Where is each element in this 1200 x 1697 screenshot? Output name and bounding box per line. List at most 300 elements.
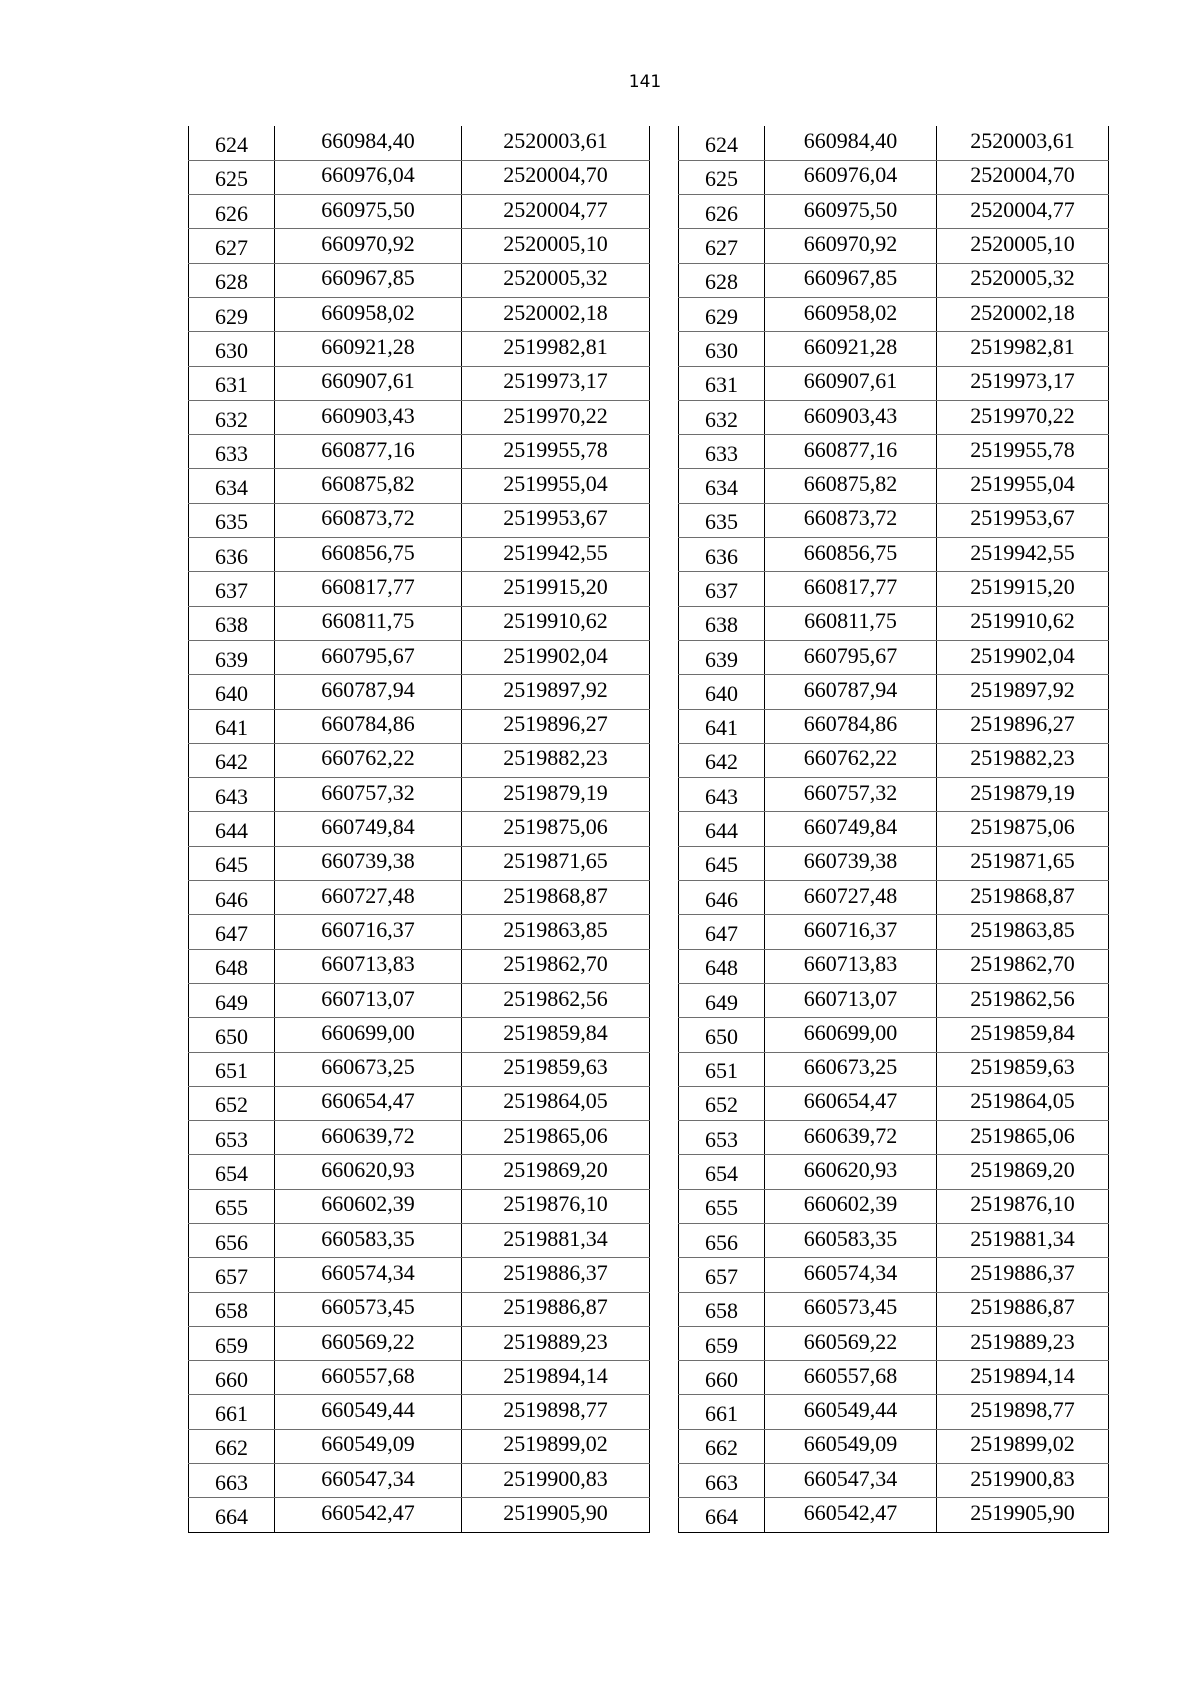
point-number-cell: 630 xyxy=(679,332,765,366)
y-coordinate-cell: 2519862,56 xyxy=(937,983,1109,1017)
x-coordinate-cell: 660699,00 xyxy=(275,1018,462,1052)
x-coordinate-cell: 660984,40 xyxy=(765,126,937,160)
point-number-cell: 661 xyxy=(189,1395,275,1429)
y-coordinate-cell: 2519942,55 xyxy=(937,538,1109,572)
y-coordinate-cell: 2519859,84 xyxy=(462,1018,650,1052)
point-number-cell: 655 xyxy=(679,1189,765,1223)
point-number-cell: 639 xyxy=(679,640,765,674)
table-row xyxy=(679,160,1109,194)
table-row xyxy=(189,846,650,880)
point-number-cell: 662 xyxy=(189,1429,275,1463)
x-coordinate-cell: 660749,84 xyxy=(275,812,462,846)
x-coordinate-cell: 660547,34 xyxy=(765,1464,937,1498)
y-coordinate-cell: 2519869,20 xyxy=(937,1155,1109,1189)
table-row xyxy=(189,263,650,297)
y-coordinate-cell: 2519882,23 xyxy=(937,743,1109,777)
x-coordinate-cell: 660970,92 xyxy=(275,229,462,263)
x-coordinate-cell: 660557,68 xyxy=(275,1361,462,1395)
point-number-cell: 626 xyxy=(679,195,765,229)
x-coordinate-cell: 660967,85 xyxy=(765,263,937,297)
point-number-cell: 655 xyxy=(189,1189,275,1223)
y-coordinate-cell: 2519862,70 xyxy=(937,949,1109,983)
y-coordinate-cell: 2519876,10 xyxy=(462,1189,650,1223)
table-row xyxy=(679,435,1109,469)
table-row xyxy=(679,538,1109,572)
x-coordinate-cell: 660713,07 xyxy=(275,983,462,1017)
point-number-cell: 660 xyxy=(679,1361,765,1395)
point-number-cell: 642 xyxy=(679,743,765,777)
table-row xyxy=(679,1429,1109,1463)
y-coordinate-cell: 2519898,77 xyxy=(937,1395,1109,1429)
table-row xyxy=(679,846,1109,880)
point-number-cell: 631 xyxy=(679,366,765,400)
table-row xyxy=(679,1052,1109,1086)
table-row xyxy=(189,400,650,434)
point-number-cell: 624 xyxy=(679,126,765,160)
table-row xyxy=(679,1498,1109,1532)
x-coordinate-cell: 660673,25 xyxy=(765,1052,937,1086)
y-coordinate-cell: 2520005,32 xyxy=(937,263,1109,297)
y-coordinate-cell: 2519868,87 xyxy=(937,881,1109,915)
x-coordinate-cell: 660639,72 xyxy=(765,1121,937,1155)
x-coordinate-cell: 660875,82 xyxy=(275,469,462,503)
table-row xyxy=(679,572,1109,606)
point-number-cell: 637 xyxy=(189,572,275,606)
y-coordinate-cell: 2520002,18 xyxy=(937,297,1109,331)
y-coordinate-cell: 2520005,10 xyxy=(462,229,650,263)
point-number-cell: 625 xyxy=(679,160,765,194)
point-number-cell: 654 xyxy=(679,1155,765,1189)
x-coordinate-cell: 660903,43 xyxy=(275,400,462,434)
y-coordinate-cell: 2519897,92 xyxy=(462,675,650,709)
x-coordinate-cell: 660727,48 xyxy=(275,881,462,915)
point-number-cell: 639 xyxy=(189,640,275,674)
table-row xyxy=(189,1326,650,1360)
x-coordinate-cell: 660557,68 xyxy=(765,1361,937,1395)
point-number-cell: 658 xyxy=(679,1292,765,1326)
table-body-right xyxy=(679,126,1109,1532)
table-row xyxy=(189,640,650,674)
x-coordinate-cell: 660620,93 xyxy=(275,1155,462,1189)
table-row xyxy=(679,1018,1109,1052)
x-coordinate-cell: 660574,34 xyxy=(765,1258,937,1292)
table-row xyxy=(679,400,1109,434)
x-coordinate-cell: 660958,02 xyxy=(275,297,462,331)
x-coordinate-cell: 660542,47 xyxy=(765,1498,937,1532)
y-coordinate-cell: 2519942,55 xyxy=(462,538,650,572)
x-coordinate-cell: 660673,25 xyxy=(275,1052,462,1086)
point-number-cell: 635 xyxy=(679,503,765,537)
point-number-cell: 646 xyxy=(679,881,765,915)
y-coordinate-cell: 2519881,34 xyxy=(937,1224,1109,1258)
x-coordinate-cell: 660976,04 xyxy=(275,160,462,194)
point-number-cell: 650 xyxy=(189,1018,275,1052)
point-number-cell: 640 xyxy=(189,675,275,709)
y-coordinate-cell: 2519896,27 xyxy=(462,709,650,743)
point-number-cell: 643 xyxy=(679,778,765,812)
table-row xyxy=(679,126,1109,160)
x-coordinate-cell: 660757,32 xyxy=(765,778,937,812)
point-number-cell: 648 xyxy=(189,949,275,983)
y-coordinate-cell: 2519868,87 xyxy=(462,881,650,915)
y-coordinate-cell: 2519900,83 xyxy=(937,1464,1109,1498)
table-row xyxy=(189,709,650,743)
point-number-cell: 659 xyxy=(679,1326,765,1360)
y-coordinate-cell: 2519896,27 xyxy=(937,709,1109,743)
y-coordinate-cell: 2519899,02 xyxy=(937,1429,1109,1463)
table-row xyxy=(189,1258,650,1292)
table-row xyxy=(679,812,1109,846)
point-number-cell: 634 xyxy=(679,469,765,503)
point-number-cell: 663 xyxy=(679,1464,765,1498)
x-coordinate-cell: 660970,92 xyxy=(765,229,937,263)
coordinates-table-right xyxy=(678,126,1109,1533)
y-coordinate-cell: 2519955,78 xyxy=(462,435,650,469)
table-row xyxy=(189,195,650,229)
point-number-cell: 629 xyxy=(679,297,765,331)
y-coordinate-cell: 2519915,20 xyxy=(937,572,1109,606)
x-coordinate-cell: 660713,83 xyxy=(765,949,937,983)
table-row xyxy=(189,1429,650,1463)
x-coordinate-cell: 660787,94 xyxy=(275,675,462,709)
y-coordinate-cell: 2519859,63 xyxy=(937,1052,1109,1086)
point-number-cell: 632 xyxy=(189,400,275,434)
table-row xyxy=(679,1258,1109,1292)
point-number-cell: 657 xyxy=(189,1258,275,1292)
table-row xyxy=(679,297,1109,331)
x-coordinate-cell: 660739,38 xyxy=(275,846,462,880)
table-row xyxy=(189,881,650,915)
table-row xyxy=(189,778,650,812)
point-number-cell: 628 xyxy=(189,263,275,297)
table-row xyxy=(679,1395,1109,1429)
x-coordinate-cell: 660795,67 xyxy=(275,640,462,674)
y-coordinate-cell: 2519876,10 xyxy=(937,1189,1109,1223)
table-row xyxy=(189,160,650,194)
y-coordinate-cell: 2519879,19 xyxy=(462,778,650,812)
y-coordinate-cell: 2519982,81 xyxy=(462,332,650,366)
x-coordinate-cell: 660762,22 xyxy=(765,743,937,777)
point-number-cell: 663 xyxy=(189,1464,275,1498)
y-coordinate-cell: 2519886,87 xyxy=(937,1292,1109,1326)
y-coordinate-cell: 2519859,84 xyxy=(937,1018,1109,1052)
table-row xyxy=(189,1464,650,1498)
y-coordinate-cell: 2519894,14 xyxy=(462,1361,650,1395)
table-row xyxy=(679,709,1109,743)
x-coordinate-cell: 660549,09 xyxy=(275,1429,462,1463)
x-coordinate-cell: 660713,83 xyxy=(275,949,462,983)
y-coordinate-cell: 2519897,92 xyxy=(937,675,1109,709)
x-coordinate-cell: 660784,86 xyxy=(275,709,462,743)
y-coordinate-cell: 2519910,62 xyxy=(462,606,650,640)
table-row xyxy=(679,778,1109,812)
table-row xyxy=(189,675,650,709)
table-row xyxy=(679,1155,1109,1189)
point-number-cell: 664 xyxy=(679,1498,765,1532)
table-body-left xyxy=(189,126,650,1532)
y-coordinate-cell: 2519864,05 xyxy=(937,1086,1109,1120)
point-number-cell: 650 xyxy=(679,1018,765,1052)
y-coordinate-cell: 2519982,81 xyxy=(937,332,1109,366)
point-number-cell: 641 xyxy=(679,709,765,743)
table-row xyxy=(189,469,650,503)
y-coordinate-cell: 2520005,10 xyxy=(937,229,1109,263)
x-coordinate-cell: 660984,40 xyxy=(275,126,462,160)
y-coordinate-cell: 2519862,56 xyxy=(462,983,650,1017)
table-row xyxy=(679,881,1109,915)
table-row xyxy=(189,1155,650,1189)
table-row xyxy=(189,1292,650,1326)
point-number-cell: 651 xyxy=(679,1052,765,1086)
y-coordinate-cell: 2519973,17 xyxy=(462,366,650,400)
y-coordinate-cell: 2519970,22 xyxy=(462,400,650,434)
table-row xyxy=(189,743,650,777)
table-row xyxy=(189,1498,650,1532)
y-coordinate-cell: 2519869,20 xyxy=(462,1155,650,1189)
table-row xyxy=(679,1464,1109,1498)
x-coordinate-cell: 660817,77 xyxy=(275,572,462,606)
table-row xyxy=(679,949,1109,983)
table-row xyxy=(189,1361,650,1395)
point-number-cell: 628 xyxy=(679,263,765,297)
point-number-cell: 636 xyxy=(189,538,275,572)
point-number-cell: 653 xyxy=(679,1121,765,1155)
y-coordinate-cell: 2519905,90 xyxy=(462,1498,650,1532)
y-coordinate-cell: 2519905,90 xyxy=(937,1498,1109,1532)
y-coordinate-cell: 2519875,06 xyxy=(462,812,650,846)
point-number-cell: 630 xyxy=(189,332,275,366)
table-row xyxy=(679,1189,1109,1223)
x-coordinate-cell: 660856,75 xyxy=(275,538,462,572)
table-row xyxy=(189,1224,650,1258)
point-number-cell: 644 xyxy=(189,812,275,846)
point-number-cell: 629 xyxy=(189,297,275,331)
point-number-cell: 652 xyxy=(189,1086,275,1120)
x-coordinate-cell: 660975,50 xyxy=(765,195,937,229)
y-coordinate-cell: 2520004,70 xyxy=(462,160,650,194)
y-coordinate-cell: 2520004,77 xyxy=(462,195,650,229)
x-coordinate-cell: 660921,28 xyxy=(275,332,462,366)
x-coordinate-cell: 660569,22 xyxy=(275,1326,462,1360)
table-row xyxy=(679,983,1109,1017)
y-coordinate-cell: 2519955,04 xyxy=(937,469,1109,503)
y-coordinate-cell: 2519889,23 xyxy=(462,1326,650,1360)
table-row xyxy=(189,1052,650,1086)
x-coordinate-cell: 660921,28 xyxy=(765,332,937,366)
x-coordinate-cell: 660739,38 xyxy=(765,846,937,880)
x-coordinate-cell: 660602,39 xyxy=(275,1189,462,1223)
table-row xyxy=(679,1292,1109,1326)
y-coordinate-cell: 2519889,23 xyxy=(937,1326,1109,1360)
point-number-cell: 660 xyxy=(189,1361,275,1395)
point-number-cell: 637 xyxy=(679,572,765,606)
y-coordinate-cell: 2519865,06 xyxy=(462,1121,650,1155)
table-row xyxy=(189,1121,650,1155)
x-coordinate-cell: 660549,09 xyxy=(765,1429,937,1463)
y-coordinate-cell: 2519863,85 xyxy=(462,915,650,949)
table-row xyxy=(189,572,650,606)
x-coordinate-cell: 660716,37 xyxy=(275,915,462,949)
x-coordinate-cell: 660583,35 xyxy=(275,1224,462,1258)
table-row xyxy=(189,1395,650,1429)
y-coordinate-cell: 2519881,34 xyxy=(462,1224,650,1258)
point-number-cell: 646 xyxy=(189,881,275,915)
y-coordinate-cell: 2519875,06 xyxy=(937,812,1109,846)
x-coordinate-cell: 660795,67 xyxy=(765,640,937,674)
x-coordinate-cell: 660817,77 xyxy=(765,572,937,606)
point-number-cell: 633 xyxy=(679,435,765,469)
x-coordinate-cell: 660549,44 xyxy=(275,1395,462,1429)
point-number-cell: 625 xyxy=(189,160,275,194)
table-row xyxy=(189,812,650,846)
table-row xyxy=(679,195,1109,229)
y-coordinate-cell: 2519953,67 xyxy=(937,503,1109,537)
x-coordinate-cell: 660873,72 xyxy=(765,503,937,537)
point-number-cell: 626 xyxy=(189,195,275,229)
point-number-cell: 645 xyxy=(679,846,765,880)
table-row xyxy=(679,469,1109,503)
x-coordinate-cell: 660873,72 xyxy=(275,503,462,537)
y-coordinate-cell: 2520002,18 xyxy=(462,297,650,331)
x-coordinate-cell: 660654,47 xyxy=(275,1086,462,1120)
y-coordinate-cell: 2519902,04 xyxy=(937,640,1109,674)
x-coordinate-cell: 660856,75 xyxy=(765,538,937,572)
x-coordinate-cell: 660875,82 xyxy=(765,469,937,503)
point-number-cell: 661 xyxy=(679,1395,765,1429)
table-row xyxy=(679,503,1109,537)
y-coordinate-cell: 2519886,37 xyxy=(462,1258,650,1292)
point-number-cell: 664 xyxy=(189,1498,275,1532)
x-coordinate-cell: 660716,37 xyxy=(765,915,937,949)
y-coordinate-cell: 2520004,70 xyxy=(937,160,1109,194)
y-coordinate-cell: 2519898,77 xyxy=(462,1395,650,1429)
y-coordinate-cell: 2519864,05 xyxy=(462,1086,650,1120)
table-row xyxy=(189,1086,650,1120)
x-coordinate-cell: 660727,48 xyxy=(765,881,937,915)
y-coordinate-cell: 2519899,02 xyxy=(462,1429,650,1463)
table-row xyxy=(189,915,650,949)
point-number-cell: 634 xyxy=(189,469,275,503)
table-row xyxy=(679,1361,1109,1395)
x-coordinate-cell: 660907,61 xyxy=(275,366,462,400)
point-number-cell: 659 xyxy=(189,1326,275,1360)
table-row xyxy=(189,1018,650,1052)
point-number-cell: 627 xyxy=(679,229,765,263)
table-row xyxy=(679,332,1109,366)
y-coordinate-cell: 2520004,77 xyxy=(937,195,1109,229)
x-coordinate-cell: 660542,47 xyxy=(275,1498,462,1532)
table-row xyxy=(679,1326,1109,1360)
point-number-cell: 638 xyxy=(679,606,765,640)
table-row xyxy=(679,1224,1109,1258)
y-coordinate-cell: 2519902,04 xyxy=(462,640,650,674)
x-coordinate-cell: 660573,45 xyxy=(275,1292,462,1326)
point-number-cell: 632 xyxy=(679,400,765,434)
x-coordinate-cell: 660975,50 xyxy=(275,195,462,229)
x-coordinate-cell: 660549,44 xyxy=(765,1395,937,1429)
x-coordinate-cell: 660713,07 xyxy=(765,983,937,1017)
x-coordinate-cell: 660569,22 xyxy=(765,1326,937,1360)
y-coordinate-cell: 2519894,14 xyxy=(937,1361,1109,1395)
x-coordinate-cell: 660639,72 xyxy=(275,1121,462,1155)
y-coordinate-cell: 2519879,19 xyxy=(937,778,1109,812)
x-coordinate-cell: 660654,47 xyxy=(765,1086,937,1120)
table-row xyxy=(189,435,650,469)
point-number-cell: 649 xyxy=(679,983,765,1017)
y-coordinate-cell: 2519910,62 xyxy=(937,606,1109,640)
y-coordinate-cell: 2519863,85 xyxy=(937,915,1109,949)
y-coordinate-cell: 2520005,32 xyxy=(462,263,650,297)
y-coordinate-cell: 2519859,63 xyxy=(462,1052,650,1086)
point-number-cell: 657 xyxy=(679,1258,765,1292)
y-coordinate-cell: 2520003,61 xyxy=(462,126,650,160)
table-row xyxy=(679,675,1109,709)
y-coordinate-cell: 2519955,04 xyxy=(462,469,650,503)
x-coordinate-cell: 660620,93 xyxy=(765,1155,937,1189)
point-number-cell: 647 xyxy=(189,915,275,949)
table-row xyxy=(189,229,650,263)
x-coordinate-cell: 660784,86 xyxy=(765,709,937,743)
point-number-cell: 656 xyxy=(679,1224,765,1258)
point-number-cell: 658 xyxy=(189,1292,275,1326)
point-number-cell: 624 xyxy=(189,126,275,160)
x-coordinate-cell: 660877,16 xyxy=(765,435,937,469)
table-row xyxy=(679,606,1109,640)
x-coordinate-cell: 660602,39 xyxy=(765,1189,937,1223)
table-row xyxy=(189,366,650,400)
coordinates-table-left xyxy=(188,126,650,1533)
y-coordinate-cell: 2519865,06 xyxy=(937,1121,1109,1155)
page-number: 141 xyxy=(628,72,662,92)
x-coordinate-cell: 660762,22 xyxy=(275,743,462,777)
point-number-cell: 638 xyxy=(189,606,275,640)
point-number-cell: 636 xyxy=(679,538,765,572)
point-number-cell: 627 xyxy=(189,229,275,263)
x-coordinate-cell: 660583,35 xyxy=(765,1224,937,1258)
x-coordinate-cell: 660811,75 xyxy=(275,606,462,640)
table-row xyxy=(189,538,650,572)
point-number-cell: 643 xyxy=(189,778,275,812)
y-coordinate-cell: 2519882,23 xyxy=(462,743,650,777)
y-coordinate-cell: 2519915,20 xyxy=(462,572,650,606)
table-row xyxy=(189,126,650,160)
table-row xyxy=(679,743,1109,777)
y-coordinate-cell: 2519953,67 xyxy=(462,503,650,537)
table-row xyxy=(189,503,650,537)
y-coordinate-cell: 2519886,37 xyxy=(937,1258,1109,1292)
x-coordinate-cell: 660574,34 xyxy=(275,1258,462,1292)
y-coordinate-cell: 2519886,87 xyxy=(462,1292,650,1326)
x-coordinate-cell: 660907,61 xyxy=(765,366,937,400)
table-row xyxy=(679,263,1109,297)
point-number-cell: 651 xyxy=(189,1052,275,1086)
x-coordinate-cell: 660547,34 xyxy=(275,1464,462,1498)
y-coordinate-cell: 2519955,78 xyxy=(937,435,1109,469)
point-number-cell: 645 xyxy=(189,846,275,880)
point-number-cell: 635 xyxy=(189,503,275,537)
point-number-cell: 653 xyxy=(189,1121,275,1155)
point-number-cell: 640 xyxy=(679,675,765,709)
point-number-cell: 648 xyxy=(679,949,765,983)
table-row xyxy=(679,640,1109,674)
x-coordinate-cell: 660757,32 xyxy=(275,778,462,812)
x-coordinate-cell: 660958,02 xyxy=(765,297,937,331)
x-coordinate-cell: 660976,04 xyxy=(765,160,937,194)
point-number-cell: 654 xyxy=(189,1155,275,1189)
x-coordinate-cell: 660967,85 xyxy=(275,263,462,297)
x-coordinate-cell: 660573,45 xyxy=(765,1292,937,1326)
x-coordinate-cell: 660699,00 xyxy=(765,1018,937,1052)
